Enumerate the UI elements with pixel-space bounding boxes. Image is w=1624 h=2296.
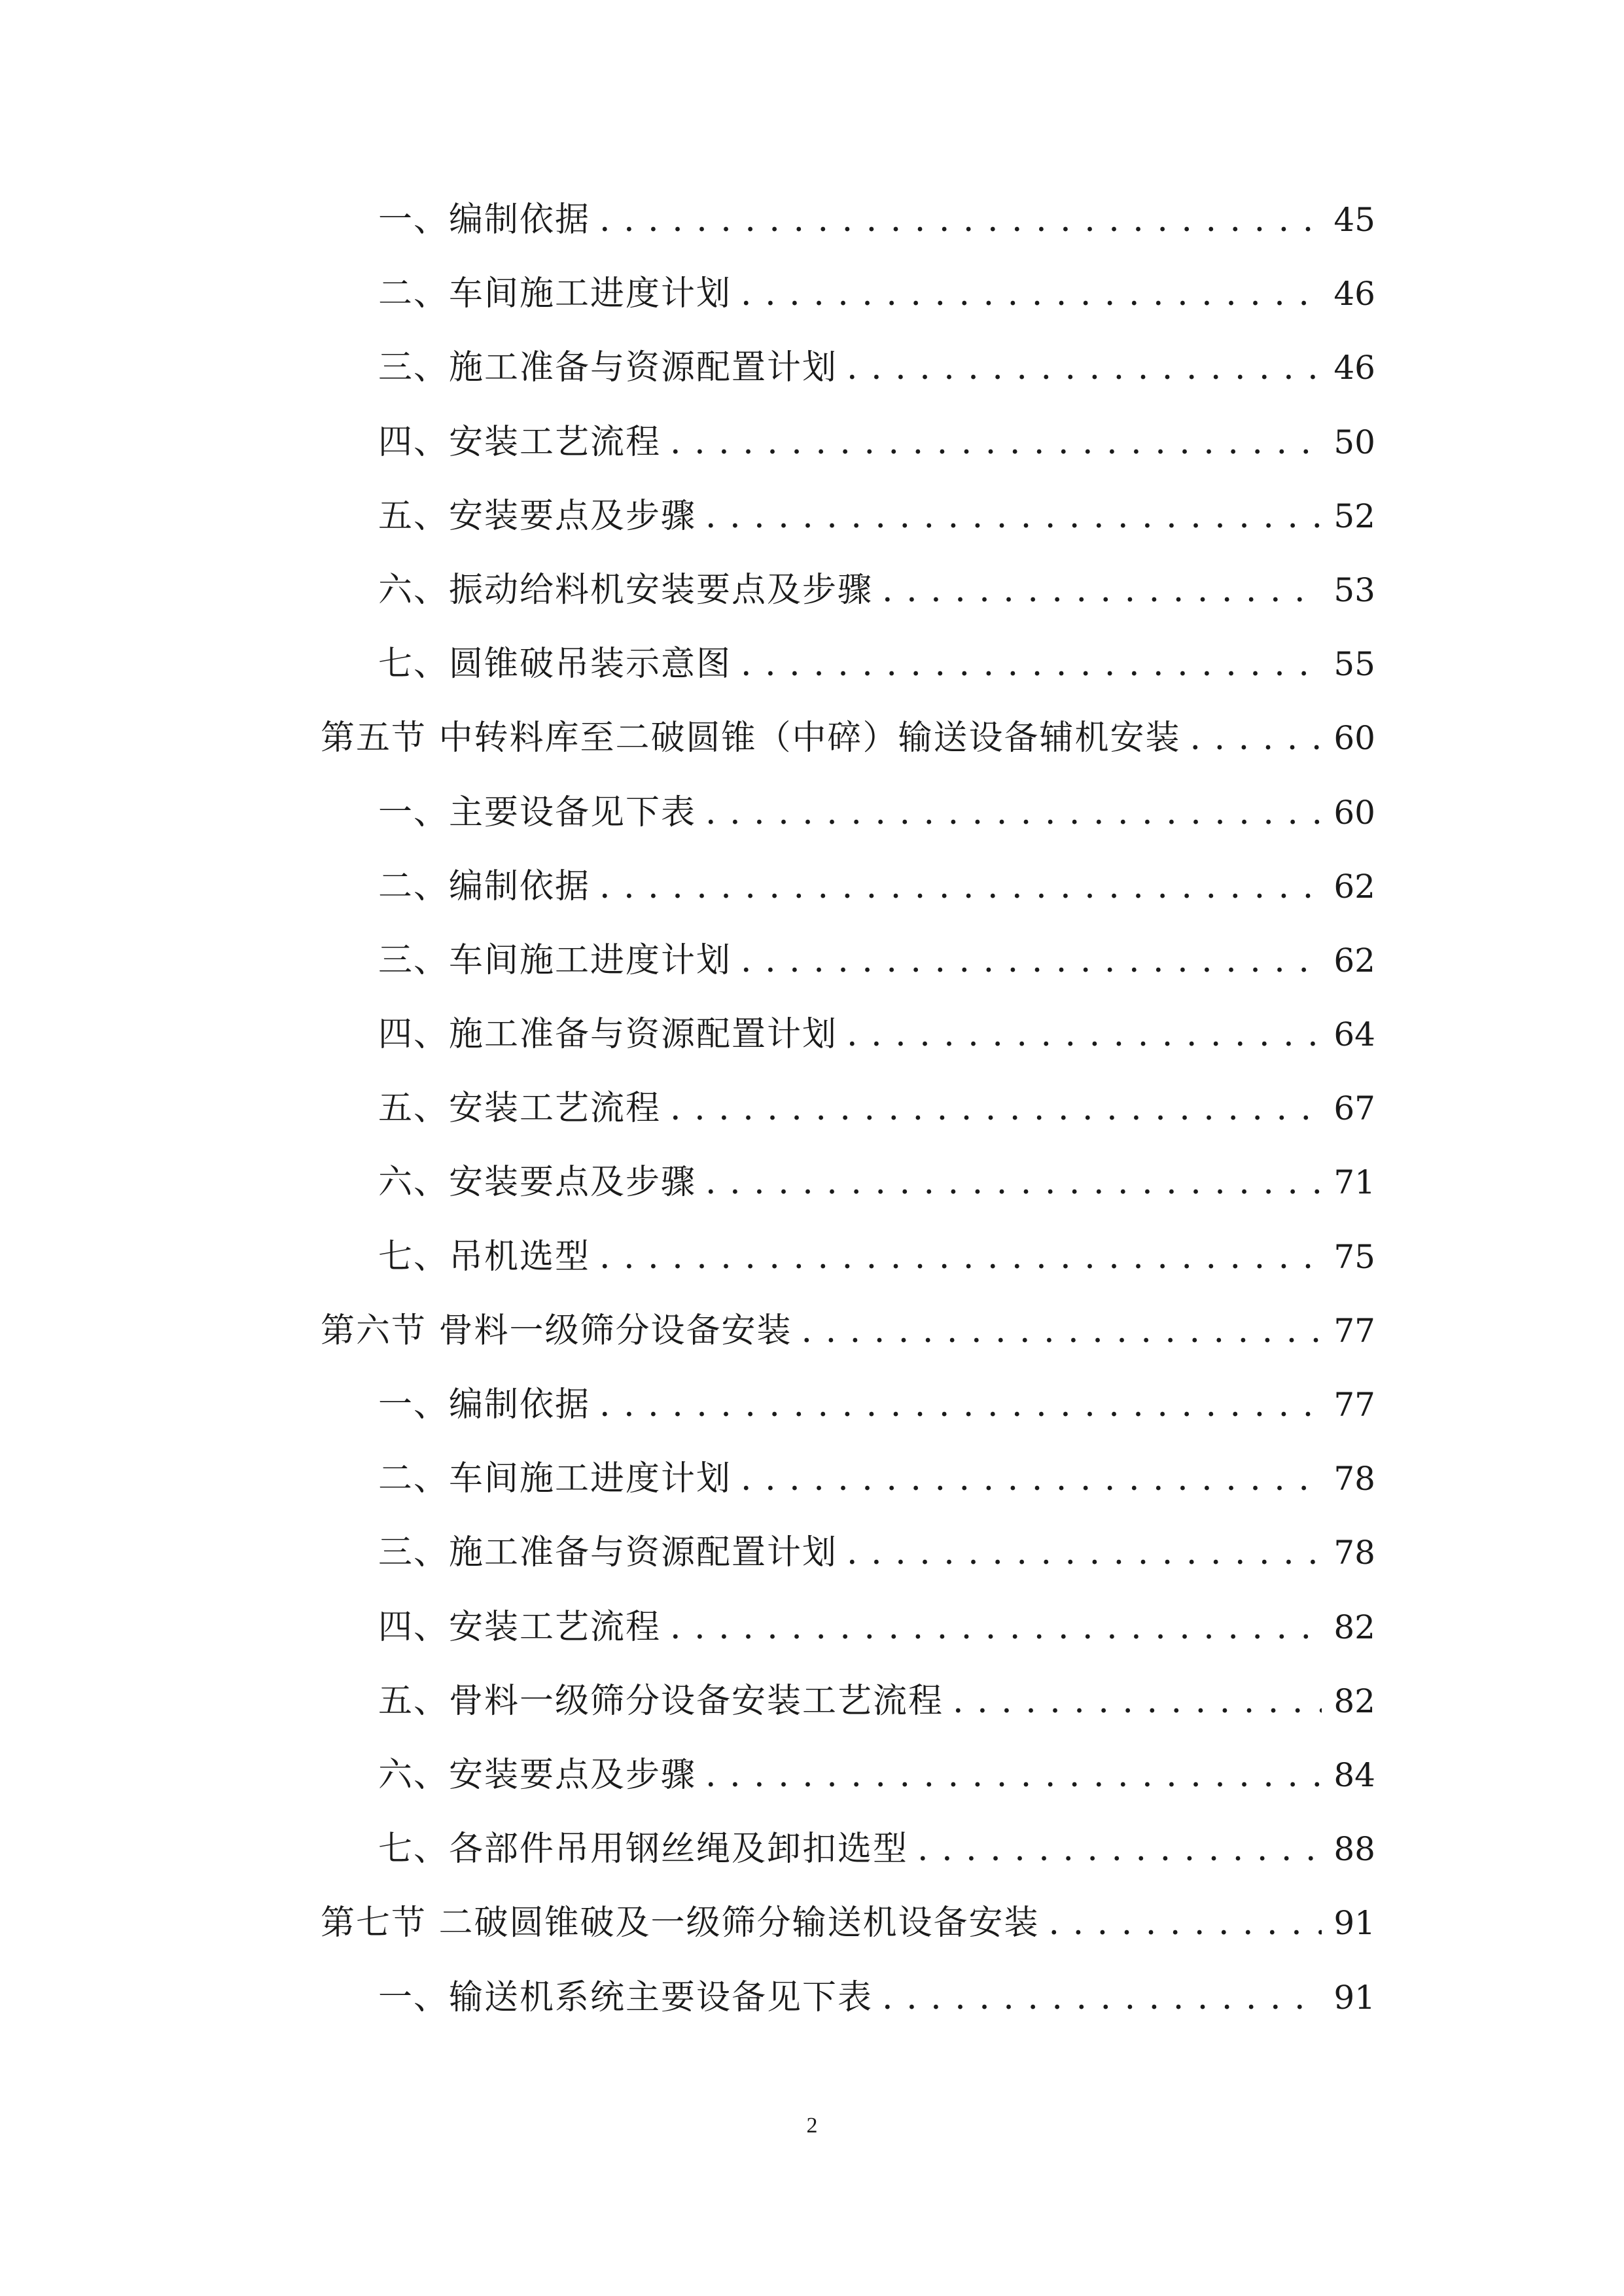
toc-entry-label: 一、编制依据 [378,1385,591,1424]
page-number: 2 [806,2113,818,2138]
toc-subsection-entry[interactable] [321,480,1375,554]
toc-entry-page: 60 [1333,719,1375,758]
toc-entry-page: 67 [1333,1089,1375,1128]
toc-dot-leader [1190,701,1322,775]
toc-subsection-entry[interactable] [321,850,1375,924]
toc-dot-leader [599,850,1322,924]
toc-entry-page: 55 [1333,645,1375,684]
toc-dot-leader [705,1146,1322,1220]
toc-dot-leader [670,406,1322,480]
toc-subsection-entry[interactable] [321,183,1375,257]
toc-entry-label: 二、车间施工进度计划 [378,274,732,314]
toc-entry-page: 64 [1333,1016,1375,1054]
toc-dot-leader [599,183,1322,257]
toc-entry-label: 四、安装工艺流程 [378,422,662,462]
toc-entry-page: 52 [1333,497,1375,535]
toc-entry-page: 82 [1333,1682,1375,1720]
toc-subsection-entry[interactable] [321,998,1375,1072]
toc-entry-label: 六、安装要点及步骤 [378,1163,697,1203]
toc-dot-leader [847,1516,1322,1590]
toc-section-entry[interactable] [321,1294,1375,1368]
toc-subsection-entry[interactable] [321,1961,1375,2035]
toc-dot-leader [1049,1886,1322,1960]
toc-subsection-entry[interactable] [321,257,1375,331]
toc-dot-leader [882,554,1322,627]
toc-subsection-entry[interactable] [321,1220,1375,1294]
toc-entry-label: 三、车间施工进度计划 [378,940,732,980]
toc-dot-leader [741,924,1322,998]
toc-dot-leader [599,1368,1322,1442]
toc-dot-leader [953,1665,1322,1739]
toc-entry-page: 62 [1333,941,1375,980]
toc-entry-page: 50 [1333,423,1375,461]
toc-dot-leader [670,1072,1322,1146]
toc-dot-leader [705,1739,1322,1812]
toc-entry-page: 62 [1333,867,1375,906]
toc-entry-label: 二、车间施工进度计划 [378,1459,732,1499]
toc-entry-page: 84 [1333,1756,1375,1794]
toc-entry-label: 一、输送机系统主要设备见下表 [378,1977,874,2017]
toc-subsection-entry[interactable] [321,1739,1375,1812]
toc-dot-leader [705,776,1322,850]
toc-subsection-entry[interactable] [321,1442,1375,1516]
toc-entry-label: 一、编制依据 [378,200,591,239]
toc-dot-leader [882,1961,1322,2035]
toc-subsection-entry[interactable] [321,554,1375,627]
toc-entry-page: 77 [1333,1386,1375,1424]
toc-dot-leader [741,1442,1322,1516]
toc-entry-page: 78 [1333,1460,1375,1498]
toc-entry-label: 五、安装要点及步骤 [378,496,697,536]
toc-subsection-entry[interactable] [321,1368,1375,1442]
toc-entry-page: 91 [1333,1978,1375,2017]
toc-entry-page: 46 [1333,275,1375,313]
toc-subsection-entry[interactable] [321,1072,1375,1146]
toc-entry-label: 二、编制依据 [378,866,591,906]
toc-subsection-entry[interactable] [321,776,1375,850]
toc-subsection-entry[interactable] [321,924,1375,998]
toc-entry-label: 六、安装要点及步骤 [378,1755,697,1795]
toc-dot-leader [917,1812,1322,1886]
toc-entry-label: 一、主要设备见下表 [378,792,697,832]
toc-subsection-entry[interactable] [321,1146,1375,1220]
toc-entry-label: 三、施工准备与资源配置计划 [378,348,838,388]
toc-entry-page: 60 [1333,793,1375,832]
toc-entry-label: 第五节 中转料库至二破圆锥（中碎）输送设备辅机安装 [321,718,1181,758]
toc-dot-leader [847,331,1322,405]
toc-subsection-entry[interactable] [321,331,1375,405]
toc-entry-label: 四、施工准备与资源配置计划 [378,1015,838,1055]
toc-section-entry[interactable] [321,1886,1375,1960]
toc-entry-label: 六、振动给料机安装要点及步骤 [378,570,874,610]
toc-entry-label: 第七节 二破圆锥破及一级筛分输送机设备安装 [321,1903,1040,1943]
toc-subsection-entry[interactable] [321,1516,1375,1590]
toc-dot-leader [705,480,1322,554]
toc-subsection-entry[interactable] [321,1665,1375,1739]
toc-subsection-entry[interactable] [321,1591,1375,1665]
toc-entry-label: 五、安装工艺流程 [378,1089,662,1129]
toc-dot-leader [599,1220,1322,1294]
table-of-contents [321,183,1375,2035]
toc-entry-page: 78 [1333,1534,1375,1572]
toc-section-entry[interactable] [321,701,1375,775]
toc-entry-label: 七、各部件吊用钢丝绳及卸扣选型 [378,1829,909,1869]
toc-entry-label: 七、圆锥破吊装示意图 [378,645,732,684]
toc-dot-leader [741,627,1322,701]
toc-entry-page: 91 [1333,1904,1375,1943]
toc-subsection-entry[interactable] [321,627,1375,701]
toc-entry-page: 88 [1333,1830,1375,1869]
toc-subsection-entry[interactable] [321,1812,1375,1886]
toc-entry-page: 77 [1333,1311,1375,1350]
toc-entry-label: 三、施工准备与资源配置计划 [378,1533,838,1573]
toc-dot-leader [847,998,1322,1072]
toc-subsection-entry[interactable] [321,406,1375,480]
toc-dot-leader [802,1294,1322,1368]
toc-entry-page: 45 [1333,201,1375,239]
toc-dot-leader [670,1591,1322,1665]
toc-entry-page: 53 [1333,571,1375,609]
toc-entry-page: 82 [1333,1608,1375,1646]
toc-entry-label: 第六节 骨料一级筛分设备安装 [321,1311,792,1351]
toc-entry-page: 71 [1333,1163,1375,1202]
toc-dot-leader [741,257,1322,331]
toc-entry-page: 46 [1333,349,1375,387]
toc-entry-page: 75 [1333,1237,1375,1276]
toc-entry-label: 四、安装工艺流程 [378,1607,662,1647]
toc-entry-label: 五、骨料一级筛分设备安装工艺流程 [378,1681,944,1721]
toc-entry-label: 七、吊机选型 [378,1237,591,1277]
